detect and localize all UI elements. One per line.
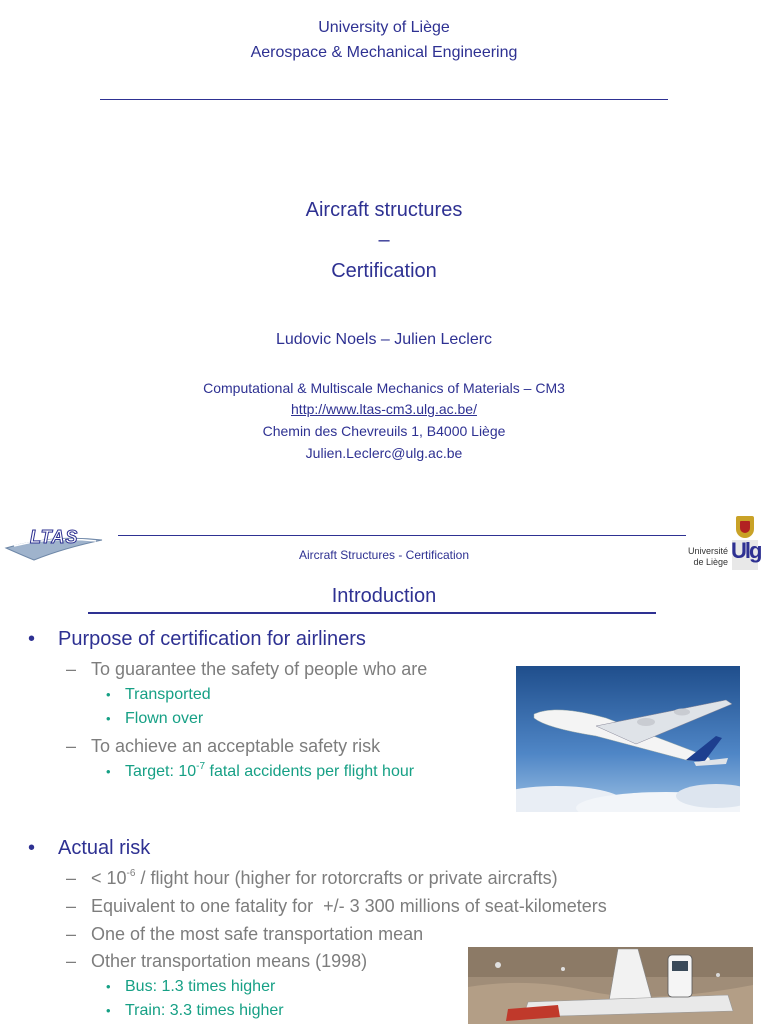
item-bus: Bus: 1.3 times higher	[125, 978, 276, 995]
ulg-logo-line2: de Liège	[693, 557, 728, 567]
ulg-logo-mark: Ulg	[731, 538, 761, 563]
contact-email: Julien.Leclerc@ulg.ac.be	[305, 445, 463, 461]
item-transported: Transported	[125, 686, 211, 703]
a380-photo	[516, 666, 740, 812]
bullet-purpose: Purpose of certification for airliners	[58, 628, 366, 650]
dash-marker: –	[66, 951, 77, 971]
department-name: Aerospace & Mechanical Engineering	[250, 44, 518, 61]
bullet-dot: •	[28, 628, 36, 650]
lab-name: Computational & Multiscale Mechanics of Materials – CM3	[203, 380, 565, 396]
ulg-crest-icon	[736, 516, 754, 538]
dash-marker: –	[66, 896, 77, 916]
dash-marker: –	[66, 659, 77, 679]
ulg-logo-line1: Université	[687, 546, 728, 556]
slide-title-dash: –	[378, 229, 390, 251]
dot-marker: •	[106, 979, 111, 994]
lab-address: Chemin des Chevreuils 1, B4000 Liège	[262, 423, 506, 439]
header-divider	[118, 535, 686, 536]
bullet-dot: •	[28, 837, 36, 859]
dot-marker: •	[106, 711, 111, 726]
dash-marker: –	[66, 868, 77, 888]
ltas-logo-text: LTAS	[30, 527, 79, 547]
section-title: Introduction	[331, 585, 437, 607]
item-target-risk: Target: $10^{-7}$ fatal accidents per flight hour	[125, 760, 415, 780]
dash-marker: –	[66, 924, 77, 944]
title-divider	[100, 99, 668, 100]
institution-name: University of Liège	[318, 19, 450, 36]
sub-safest-mean: One of the most safe transportation mean	[91, 924, 424, 944]
dot-marker: •	[106, 1003, 111, 1018]
ulg-logo	[684, 516, 768, 572]
sub-risk-per-hour: < $10^{-6}$ / flight hour (higher for rotorcrafts or private aircrafts)	[91, 868, 558, 888]
sub-other-means: Other transportation means (1998)	[91, 951, 368, 971]
dot-marker: •	[106, 687, 111, 702]
section-title-underline	[88, 612, 656, 614]
authors: Ludovic Noels – Julien Leclerc	[275, 331, 493, 348]
item-train: Train: 3.3 times higher	[125, 1002, 284, 1019]
slide-title-line1: Aircraft structures	[305, 199, 463, 221]
bullet-actual-risk: Actual risk	[58, 837, 151, 859]
sub-acceptable-risk: To achieve an acceptable safety risk	[91, 736, 381, 756]
sub-seat-km: Equivalent to one fatality for +/- 3 300 millions of seat-kilometers	[91, 896, 607, 916]
slide-title-line2: Certification	[331, 260, 437, 282]
slide-header-text: Aircraft Structures - Certification	[298, 548, 470, 562]
sub-guarantee-safety: To guarantee the safety of people who are	[91, 659, 428, 679]
item-flown-over: Flown over	[125, 710, 204, 727]
dash-marker: –	[66, 736, 77, 756]
lab-url-link[interactable]: http://www.ltas-cm3.ulg.ac.be/	[291, 401, 477, 417]
crash-photo	[468, 947, 753, 1024]
dot-marker: •	[106, 764, 111, 779]
